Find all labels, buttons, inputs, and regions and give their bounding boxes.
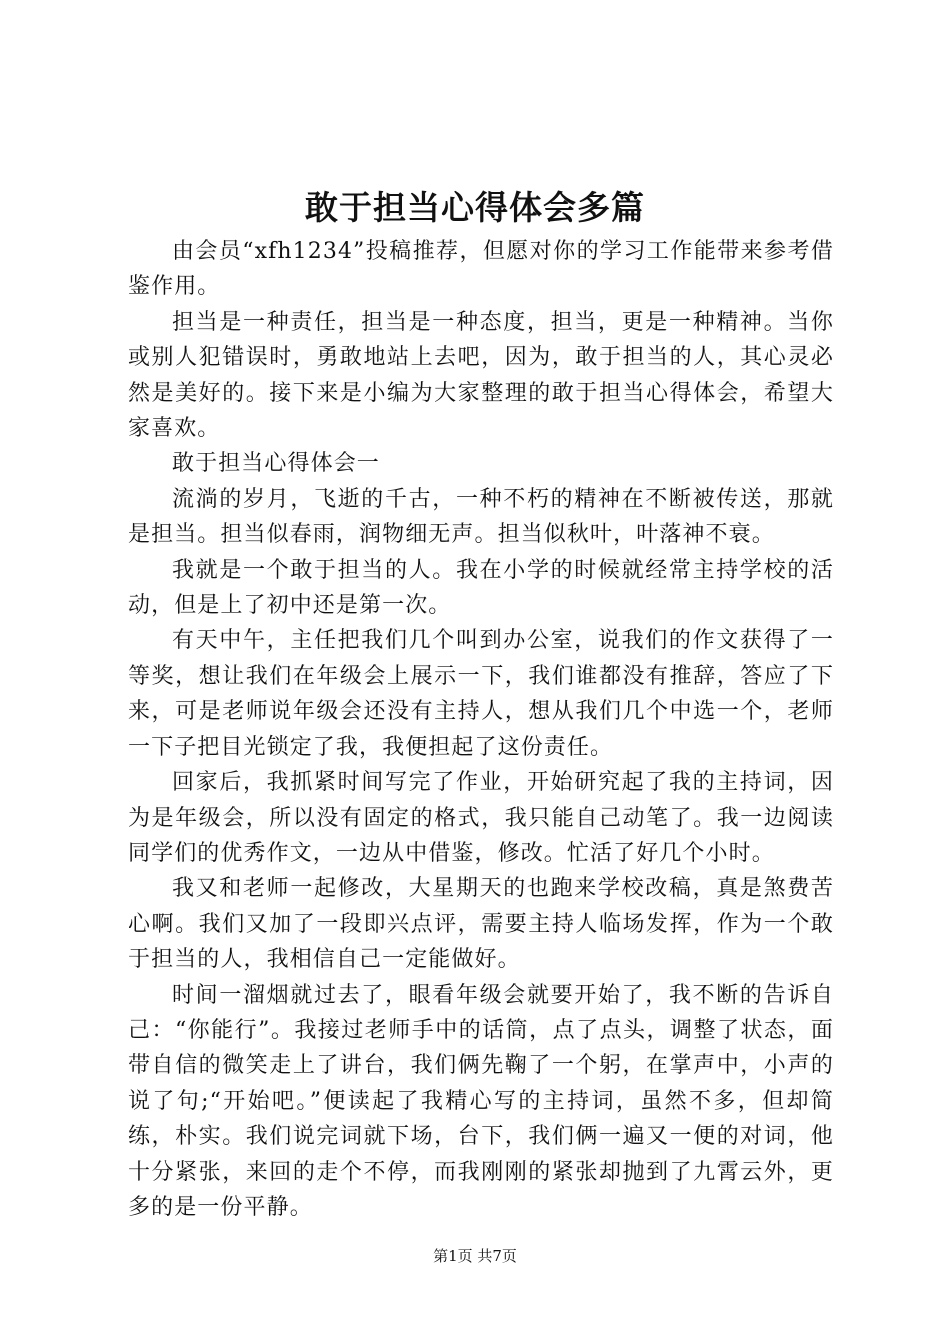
paragraph: 我又和老师一起修改，大星期天的也跑来学校改稿，真是煞费苦心啊。我们又加了一段即兴点评，需要主持人临场发挥，作为一个敢于担当的人，我相信自己一定能做好。 [128,876,834,973]
paragraph: 由会员“xfh1234”投稿推荐，但愿对你的学习工作能带来参考借鉴作用。 [128,239,834,300]
document-title: 敢于担当心得体会多篇 [305,188,645,227]
paragraph: 担当是一种责任，担当是一种态度，担当，更是一种精神。当你或别人犯错误时，勇敢地站上去吧，因为，敢于担当的人，其心灵必然是美好的。接下来是小编为大家整理的敢于担当心得体会，希望大家喜欢。 [128,309,834,442]
section-heading: 敢于担当心得体会一 [172,451,380,477]
paragraph: 我就是一个敢于担当的人。我在小学的时候就经常主持学校的活动，但是上了初中还是第一次。 [128,557,834,619]
document-body [128,234,834,1225]
page-number-footer: 第1页 共7页 [433,1247,517,1265]
paragraph: 有天中午，主任把我们几个叫到办公室，说我们的作文获得了一等奖，想让我们在年级会上展示一下，我们谁都没有推辞，答应了下来，可是老师说年级会还没有主持人，想从我们几个中选一个，老师一下子把目光锁定了我，我便担起了这份责任。 [128,628,834,760]
paragraph: 回家后，我抓紧时间写完了作业，开始研究起了我的主持词，因为是年级会，所以没有固定的格式，我只能自己动笔了。我一边阅读同学们的优秀作文，一边从中借鉴，修改。忙活了好几个小时。 [128,770,834,866]
paragraph: 时间一溜烟就过去了，眼看年级会就要开始了，我不断的告诉自己：“你能行”。我接过老师手中的话筒，点了点头，调整了状态，面带自信的微笑走上了讲台，我们俩先鞠了一个躬，在掌声中，小声的说了句;“开始吧。”便读起了我精心写的主持词，虽然不多，但却简练，朴实。我们说完词就下场，台下，我们俩一遍又一便的对词，他十分紧张，来回的走个不停，而我刚刚的紧张却抛到了九霄云外，更多的是一份平静。 [128,982,834,1220]
paragraph: 流淌的岁月，飞逝的千古，一种不朽的精神在不断被传送，那就是担当。担当似春雨，润物细无声。担当似秋叶，叶落神不衰。 [128,486,834,548]
